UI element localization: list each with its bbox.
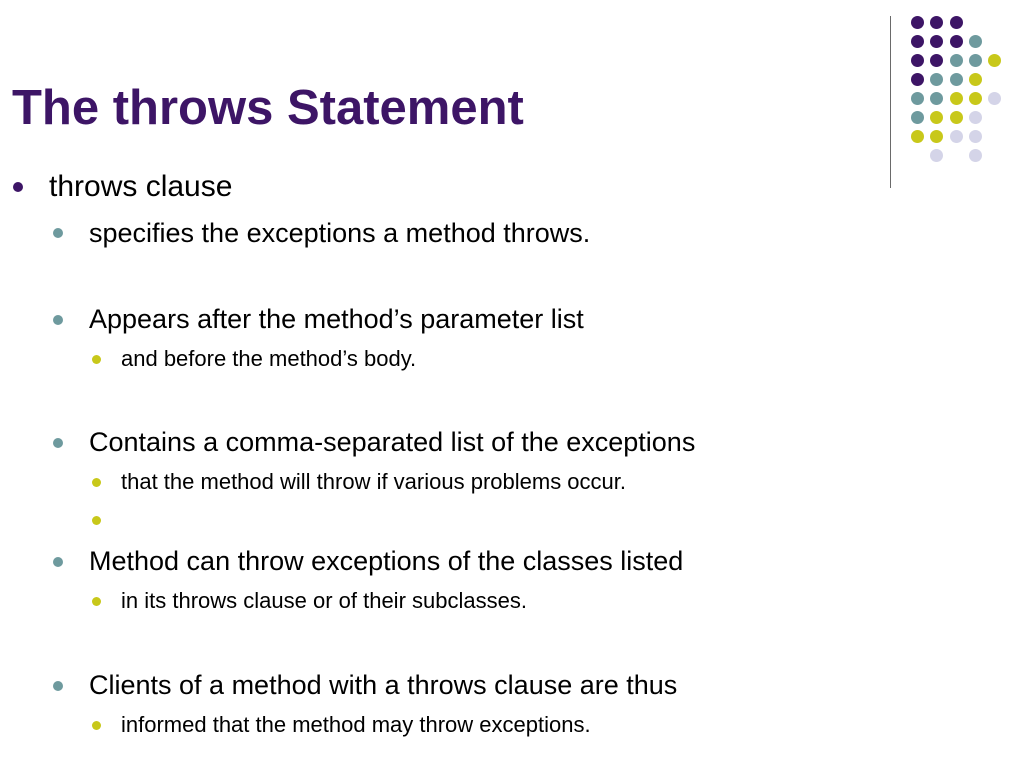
dot-icon xyxy=(969,111,982,124)
dot-icon xyxy=(988,92,1001,105)
dot-icon xyxy=(950,111,963,124)
bullet-text: Clients of a method with a throws clause are thus xyxy=(89,670,678,700)
dot-icon xyxy=(950,73,963,86)
dot-icon xyxy=(911,92,924,105)
dot-icon xyxy=(930,130,943,143)
bullet-text: Appears after the method’s parameter list xyxy=(89,304,584,334)
dot-icon xyxy=(950,16,963,29)
dot-icon xyxy=(950,54,963,67)
dot-icon xyxy=(930,111,943,124)
dot-icon xyxy=(911,16,924,29)
dot-icon xyxy=(930,73,943,86)
bullet-text: throws clause xyxy=(49,170,233,203)
dot-icon xyxy=(930,35,943,48)
bullet-icon xyxy=(92,721,101,730)
dot-icon xyxy=(930,92,943,105)
dot-icon xyxy=(950,92,963,105)
bullet-icon xyxy=(53,438,63,448)
bullet-icon xyxy=(92,516,101,525)
dot-icon xyxy=(911,73,924,86)
bullet-text: in its throws clause or of their subclasses. xyxy=(121,588,527,613)
bullet-icon xyxy=(92,355,101,364)
dot-icon xyxy=(911,54,924,67)
dot-icon xyxy=(969,73,982,86)
dot-icon xyxy=(969,92,982,105)
bullet-text: specifies the exceptions a method throws. xyxy=(89,218,591,248)
bullet-icon xyxy=(53,557,63,567)
dot-icon xyxy=(911,130,924,143)
slide-title: The throws Statement xyxy=(12,81,524,135)
bullet-icon xyxy=(53,315,63,325)
bullet-text: that the method will throw if various problems occur. xyxy=(121,469,627,494)
bullet-icon xyxy=(53,228,63,238)
dot-icon xyxy=(950,130,963,143)
dot-icon xyxy=(988,54,1001,67)
bullet-icon xyxy=(13,182,23,192)
dot-icon xyxy=(950,35,963,48)
bullet-text: informed that the method may throw exceptions. xyxy=(121,712,591,737)
dot-icon xyxy=(969,130,982,143)
dot-icon xyxy=(969,35,982,48)
bullet-text: Contains a comma-separated list of the exceptions xyxy=(89,427,696,457)
dot-icon xyxy=(911,35,924,48)
dot-icon xyxy=(930,16,943,29)
dot-icon xyxy=(969,54,982,67)
bullet-icon xyxy=(92,478,101,487)
bullet-text: and before the method’s body. xyxy=(121,346,417,371)
dot-icon xyxy=(969,149,982,162)
bullet-icon xyxy=(53,681,63,691)
dot-icon xyxy=(930,54,943,67)
dot-icon xyxy=(911,111,924,124)
bullet-icon xyxy=(92,597,101,606)
dot-icon xyxy=(930,149,943,162)
divider-line xyxy=(890,16,891,188)
bullet-text: Method can throw exceptions of the classes listed xyxy=(89,546,684,576)
